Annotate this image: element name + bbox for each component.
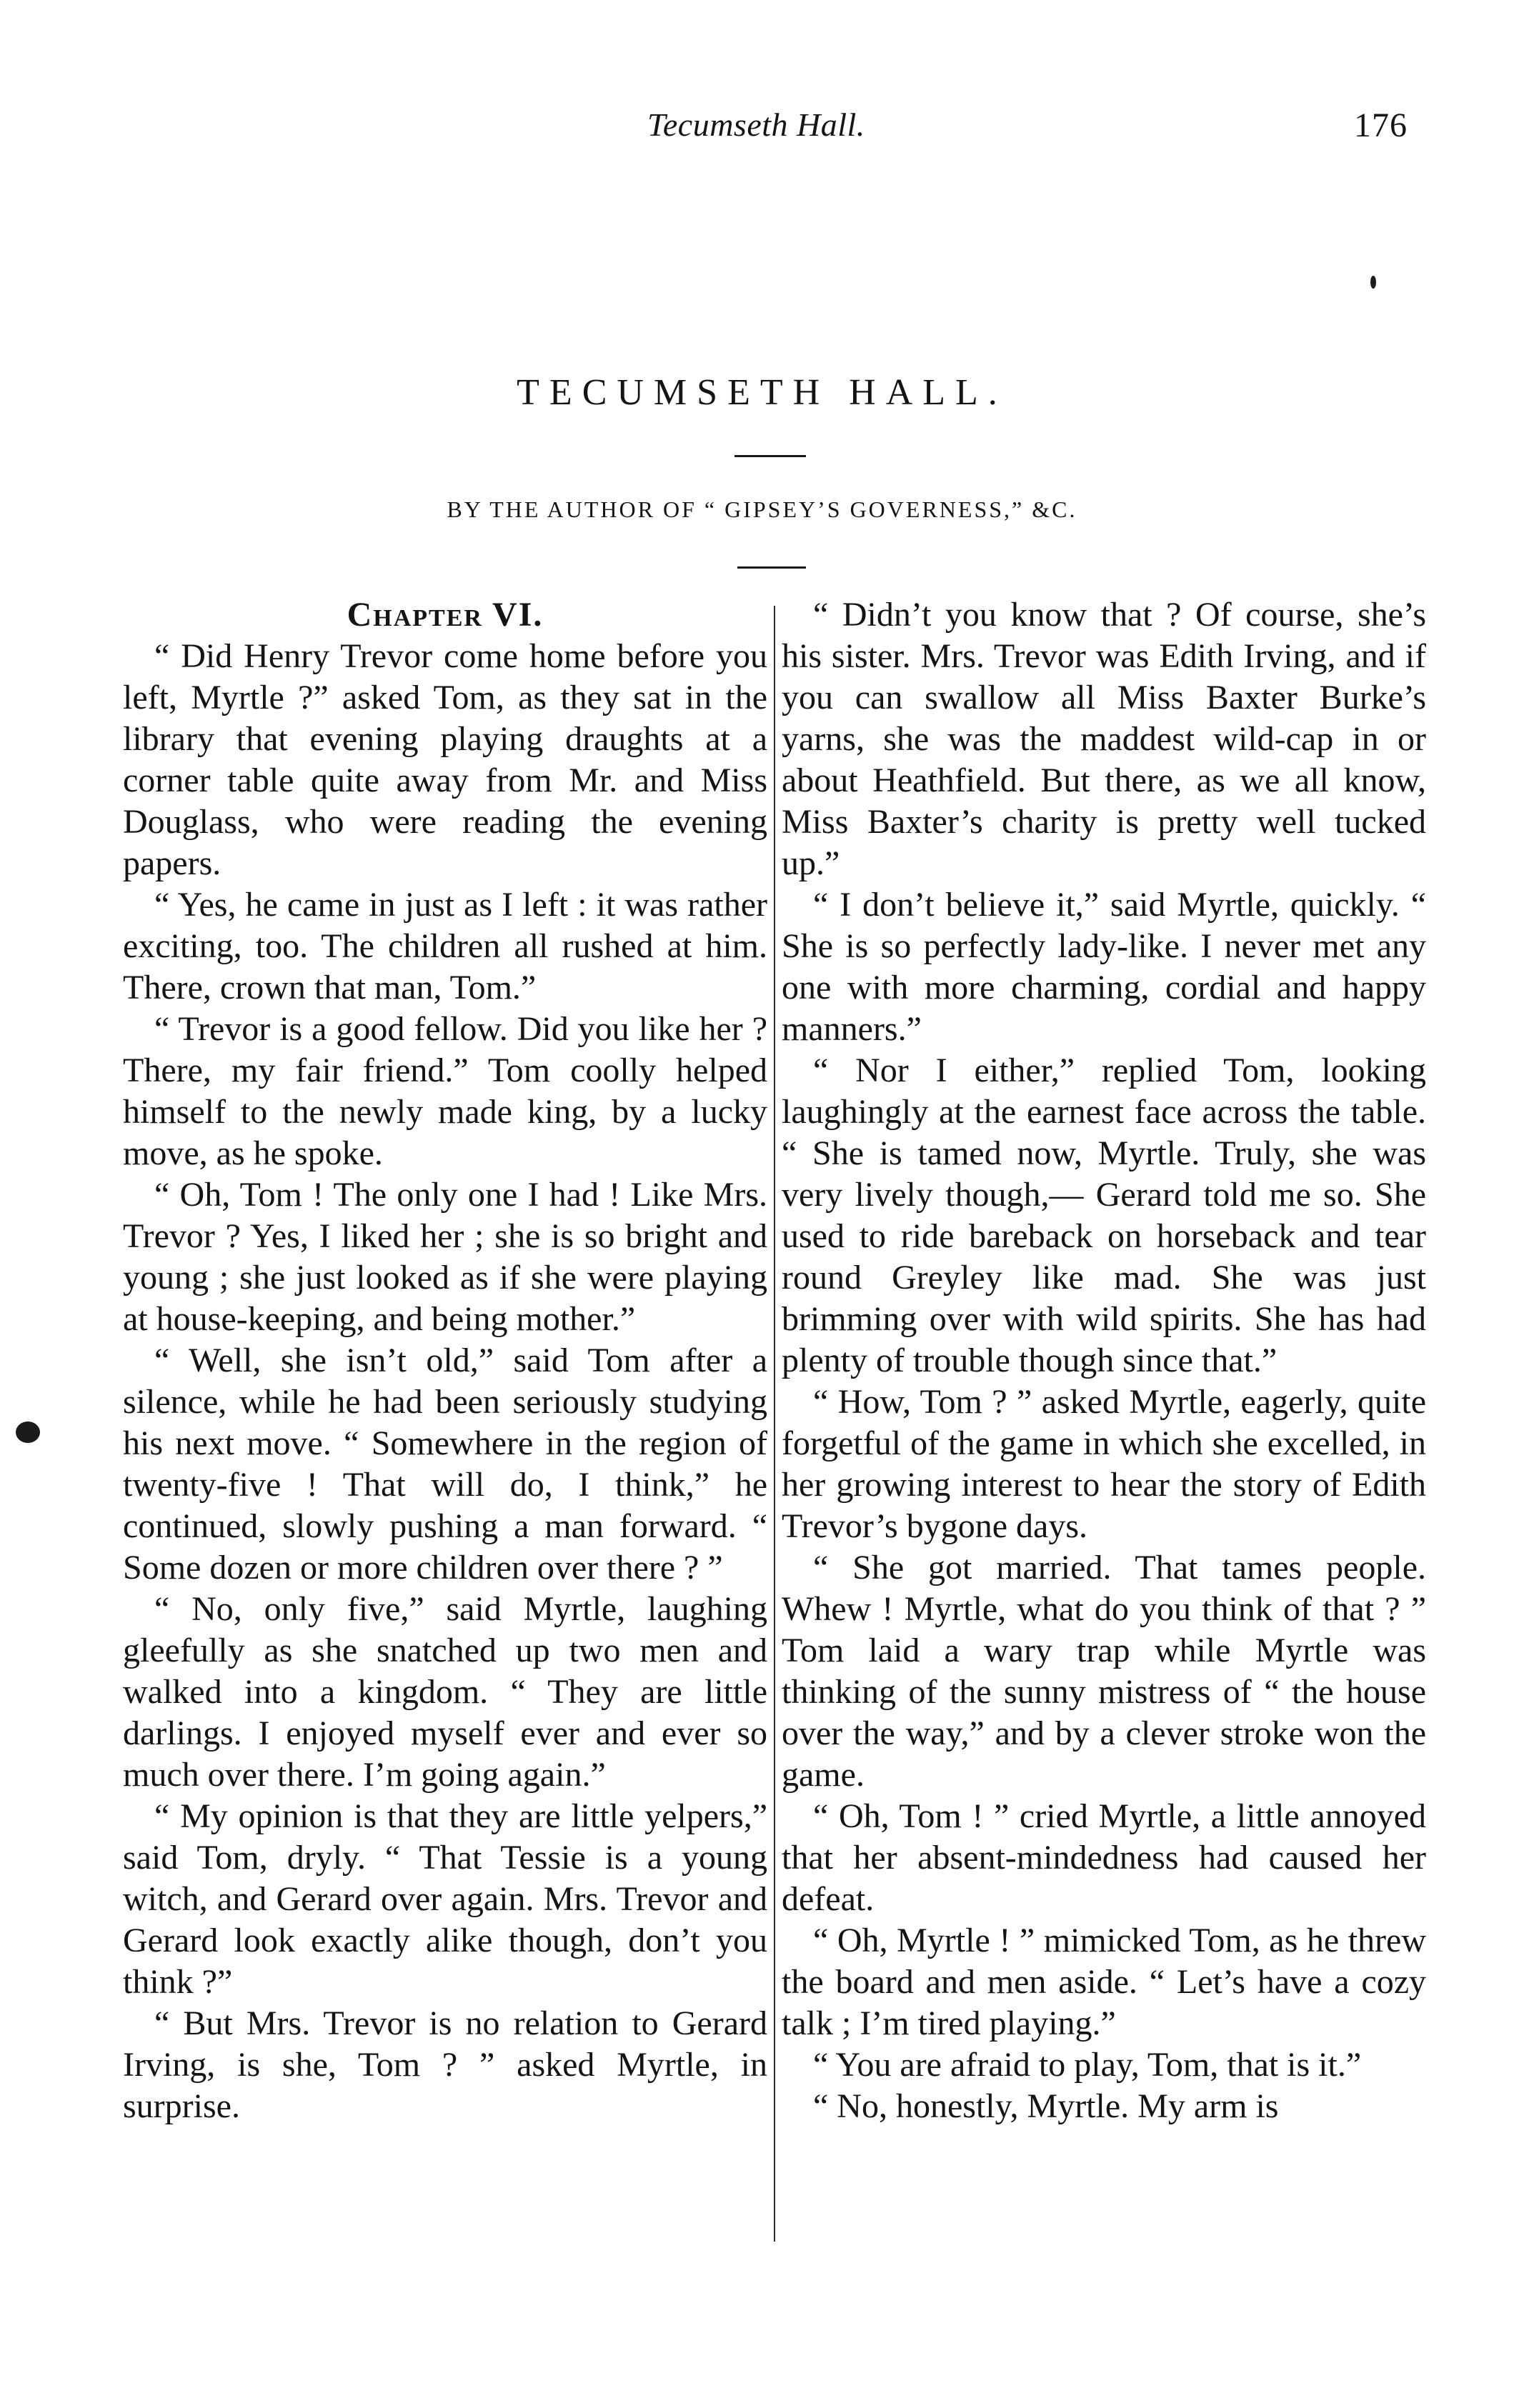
paragraph: “ She got married. That tames people. Whew ! Myrtle, what do you think of that ? ” Tom laid a wary trap while Myrtle was thinking of the sunny mistress of “ the house over the way,” and by a clever stroke won the game. [782,1549,1426,1794]
paragraph: “ How, Tom ? ” asked Myrtle, eagerly, quite forgetful of the game in which she excelled, in her growing interest to hear the story of Edith Trevor’s bygone days. [782,1383,1426,1545]
byline-rule [737,566,806,569]
page-number: 176 [1354,106,1408,144]
running-head [0,106,1524,163]
paragraph: “ Didn’t you know that ? Of course, she’s his sister. Mrs. Trevor was Edith Irving, and if you can swallow all Miss Baxter Burke’s yarns, she was the maddest wild-cap in or about Heathfield. But there, as we all know, Miss Baxter’s charity is pretty well tucked up.” [782,596,1426,882]
title-rule [734,455,806,457]
ink-blot [16,1422,40,1443]
article-title: TECUMSETH HALL. [517,372,1007,413]
paragraph: “ Did Henry Trevor come home before you left, Myrtle ?” asked Tom, as they sat in the library that evening playing draughts at a corner table quite away from Mr. and Miss Douglass, who were reading the evening papers. [123,637,767,882]
paragraph: “ Yes, he came in just as I left : it was rather exciting, too. The children all rushed at him. There, crown that man, Tom.” [123,886,767,1006]
paragraph: “ Oh, Myrtle ! ” mimicked Tom, as he threw the board and men aside. “ Let’s have a cozy talk ; I’m tired playing.” [782,1922,1426,2042]
byline: BY THE AUTHOR OF “ GIPSEY’S GOVERNESS,” &C. [447,496,1077,522]
paragraph: “ But Mrs. Trevor is no relation to Gerard Irving, is she, Tom ? ” asked Myrtle, in surprise. [123,2004,767,2125]
ink-speck [1370,276,1376,289]
chapter-heading: Chapter VI. [347,596,544,634]
paragraph: “ No, honestly, Myrtle. My arm is [813,2087,1279,2125]
paragraph: “ You are afraid to play, Tom, that is it.” [813,2046,1362,2084]
right-column [782,594,1426,2127]
paragraph: “ I don’t believe it,” said Myrtle, quickly. “ She is so perfectly lady-like. I never met any one with more charming, cordial and happy manners.” [782,886,1426,1048]
paragraph: “ No, only five,” said Myrtle, laughing gleefully as she snatched up two men and walked into a kingdom. “ They are little darlings. I enjoyed myself ever and ever so much over there. I’m going again.” [123,1590,767,1794]
paragraph: “ Well, she isn’t old,” said Tom after a silence, while he had been seriously studying his next move. “ Somewhere in the region of twenty-five ! That will do, I think,” he continued, slowly pushing a man forward. “ Some dozen or more children over there ? ” [123,1342,767,1587]
running-title: Tecumseth Hall. [647,106,865,143]
paragraph: “ Nor I either,” replied Tom, looking laughingly at the earnest face across the table. “ She is tamed now, Myrtle. Truly, she was very lively though,— Gerard told me so. She used to ride bareback on horseback and tear round Greyley like mad. She was just brimming over with wild spirits. She has had plenty of trouble though since that.” [782,1051,1426,1379]
paragraph: “ Oh, Tom ! ” cried Myrtle, a little annoyed that her absent-mindedness had caused her defeat. [782,1797,1426,1918]
left-column [123,594,767,2127]
paragraph: “ My opinion is that they are little yelpers,” said Tom, dryly. “ That Tessie is a young witch, and Gerard over again. Mrs. Trevor and Gerard look exactly alike though, don’t you think ?” [123,1797,767,2001]
paragraph: “ Trevor is a good fellow. Did you like her ? There, my fair friend.” Tom coolly helped himself to the newly made king, by a lucky move, as he spoke. [123,1010,767,1172]
column-divider [774,606,775,2242]
paragraph: “ Oh, Tom ! The only one I had ! Like Mrs. Trevor ? Yes, I liked her ; she is so bright and young ; she just looked as if she were playing at house-keeping, and being mother.” [123,1176,767,1338]
